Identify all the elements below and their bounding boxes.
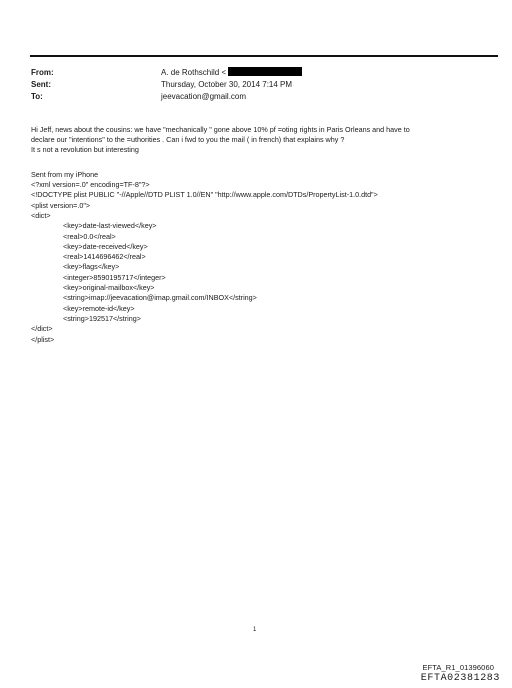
sent-value: Thursday, October 30, 2014 7:14 PM [161,80,293,89]
header-rule [30,55,498,57]
page-number: 1 [253,627,257,633]
plist-line: <key>remote-id</key> [63,303,135,313]
plist-line: <real>1414696462</real> [63,252,146,262]
plist-line: <key>flags</key> [63,262,120,272]
plist-line: <string>imap://jeevacation@imap.gmail.com/INBOX</string> [63,293,257,303]
to-value: jeevacation@gmail.com [161,92,247,101]
sent-label: Sent: [31,80,51,89]
to-label: To: [31,92,43,101]
plist-line: </dict> [31,324,53,334]
plist-line: </plist> [31,334,55,344]
plist-line: <!DOCTYPE plist PUBLIC "-//Apple//DTD PLIST 1.0//EN" "http://www.apple.com/DTDs/PropertyList-1.0.dtd"> [31,190,378,200]
body-line-2: declare our "intentions" to the =uthorities . Can i fwd to you the mail ( in french) that explains why ? [31,135,345,144]
body-line-3: It s not a revolution but interesting [31,145,139,154]
plist-line: <?xml version=.0" encoding=TF-8"?> [31,180,150,189]
redaction-box [228,67,302,76]
footer-id-2: EFTA02381283 [420,673,500,684]
plist-line: <key>original-mailbox</key> [63,283,155,292]
plist-line: <integer>8590195717</integer> [63,272,166,282]
plist-line: <real>0.0</real> [63,231,116,241]
body-line-1: Hi Jeff, news about the cousins: we have "mechanically " gone above 10% pf =oting rights in Paris Orleans and have to [31,125,410,134]
plist-line: <plist version=.0"> [31,200,91,210]
plist-line: <key>date-received</key> [63,241,148,251]
plist-line: <string>192517</string> [63,313,141,323]
plist-line: <key>date-last-viewed</key> [63,221,157,231]
from-value: A. de Rothschild < [161,67,302,78]
footer-id-1: EFTA_R1_01396060 [422,663,494,672]
plist-line: <dict> [31,210,51,220]
signature: Sent from my iPhone [31,170,99,179]
from-label: From: [31,68,54,77]
